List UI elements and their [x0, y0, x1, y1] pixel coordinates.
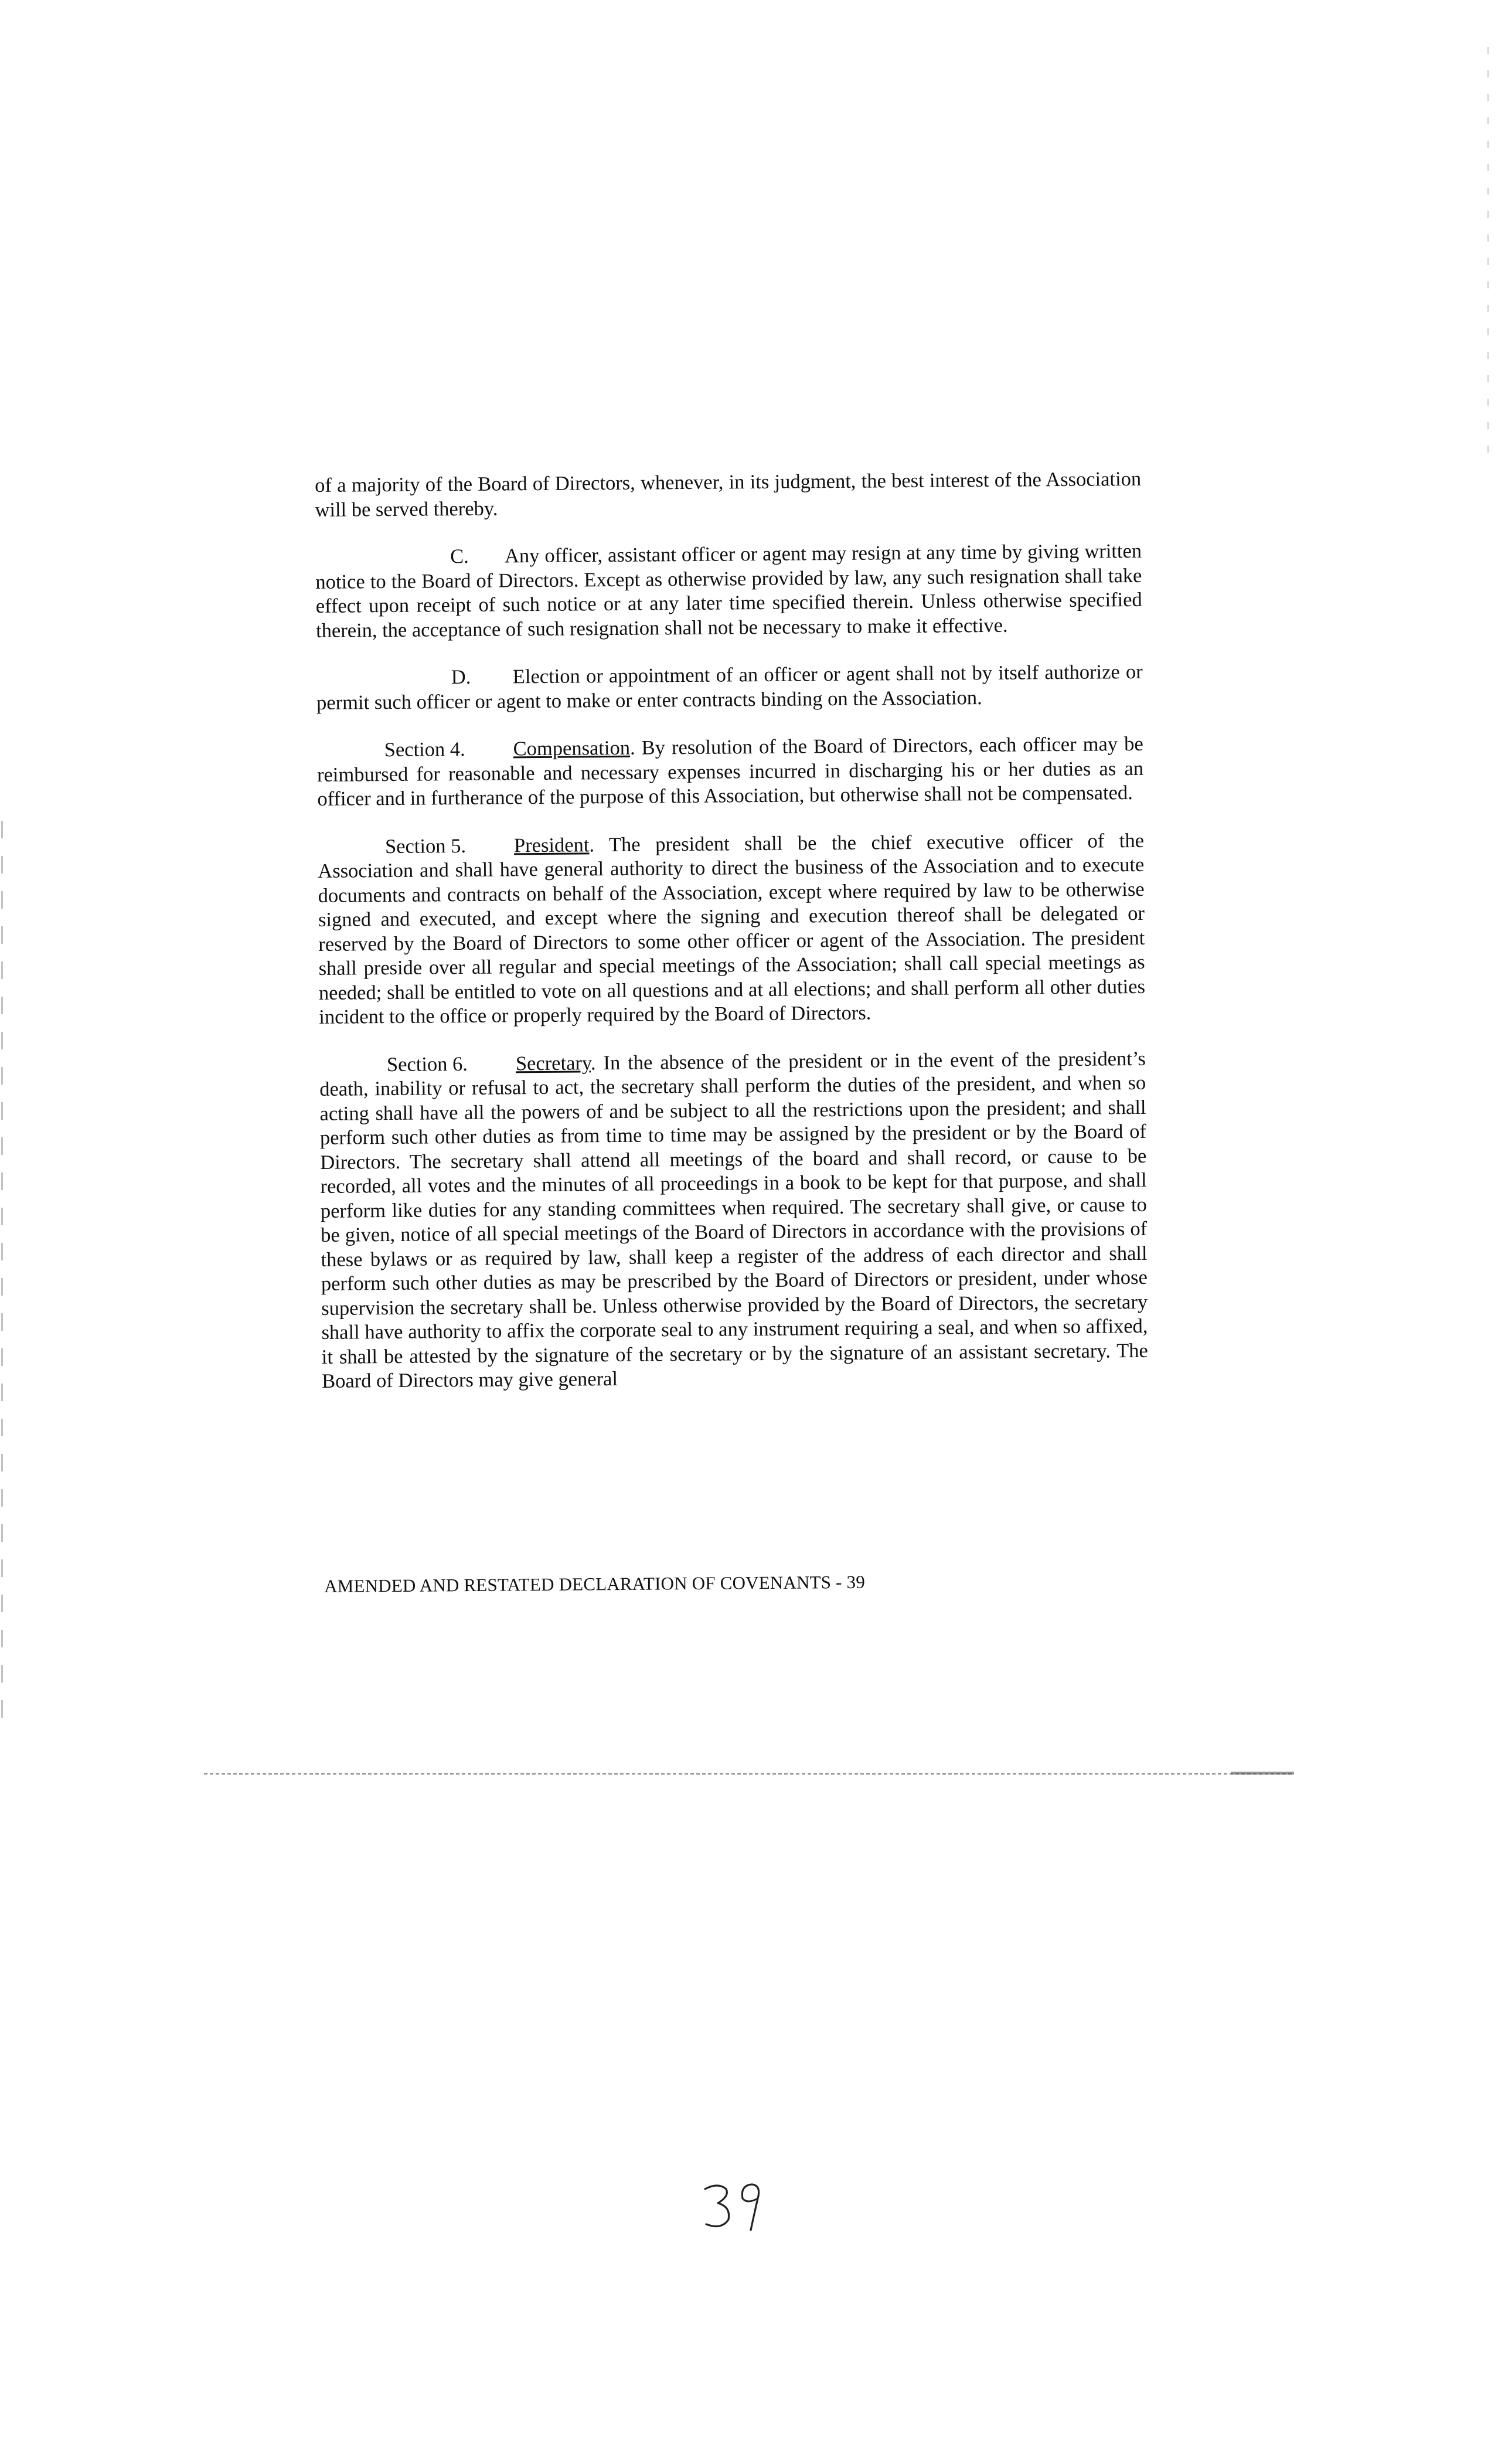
section-6-title: Secretary: [515, 1051, 591, 1075]
scan-edge-artifact-left: [1, 821, 3, 1729]
item-d-label: D.: [451, 665, 471, 689]
item-c-text: Any officer, assistant officer or agent may resign at any time by giving written notice to the Board of Directors. Except as otherwise provided by law, any such resignation shall take effect upon receipt of such notice or at any later time specified therein. Unless otherwise specified therein, the acceptance of such resignation shall not be necessary to make it effective.: [315, 539, 1142, 642]
scan-edge-artifact-right: [1487, 47, 1489, 457]
continuation-paragraph: [315, 467, 1142, 522]
item-d-text: Election or appointment of an officer or agent shall not by itself authorize or permit such officer or agent to make or enter contracts binding on the Association.: [316, 660, 1143, 714]
section-6-text: In the absence of the president or in the event of the president’s death, inability or refusal to act, the secretary shall perform the duties of the president, and when so acting shall have all the powers of and be subject to all the restrictions upon the president; and shall perform such other duties as from time to time may be assigned by the president or by the Board of Directors. The secretary shall attend all meetings of the board and shall record, or cause to be recorded, all votes and the minutes of all proceedings in a book to be kept for that purpose, and shall perform like duties for any standing committees when required. The secretary shall give, or cause to be given, notice of all special meetings of the Board of Directors in accordance with the provisions of these bylaws or as required by law, shall keep a register of the address of each director and shall perform such other duties as may be prescribed by the Board of Directors or president, under whose supervision the secretary shall be. Unless otherwise provided by the Board of Directors, the secretary shall have authority to affix the corporate seal to any instrument requiring a seal, and when so affixed, it shall be attested by the signature of the secretary or by the signature of an assistant secretary. The Board of Directors may give general: [319, 1047, 1148, 1392]
section-4-text: By resolution of the Board of Directors, each officer may be reimbursed for reasonable and necessary expenses incurred in discharging his or her duties as an officer and in furtherance of the purpose of this Association, but otherwise shall not be compensated.: [316, 732, 1144, 810]
item-c-label: C.: [450, 545, 469, 568]
section-4-title: Compensation: [513, 736, 631, 760]
handwritten-page-number: [700, 2181, 765, 2234]
page-footer: AMENDED AND RESTATED DECLARATION OF COVENANTS - 39: [324, 1571, 866, 1596]
scan-line-artifact-dark: [1231, 1772, 1294, 1775]
section-6-number: Section 6.: [386, 1052, 468, 1076]
section-5-title: President: [513, 833, 590, 857]
item-c-paragraph: [315, 539, 1142, 643]
section-5-text: The president shall be the chief executive officer of the Association and shall have general authority to direct the business of the Association and to execute documents and contracts on behalf of the Association, except where required by law to be otherwise signed and executed, and except where the signing and execution thereof shall be delegated or reserved by the Board of Directors to some other officer or agent of the Association. The president shall preside over all regular and special meetings of the Association; shall call special meetings as needed; shall be entitled to vote on all questions and at all elections; and shall perform all other duties incident to the office or properly required by the Board of Directors.: [318, 829, 1146, 1028]
continuation-text: of a majority of the Board of Directors, whenever, in its judgment, the best interest of the Association will be served thereby.: [315, 467, 1142, 521]
document-body: [315, 467, 1149, 1418]
section-5-paragraph: Section 5. President. The president shall be the chief executive officer of the Association and shall have general authority to direct the business of the Association and to execute documents and contracts on behalf of the Association, except where required by law to be otherwise signed and executed, and except where the signing and execution thereof shall be delegated or reserved by the Board of Directors to some other officer or agent of the Association. The president shall preside over all regular and special meetings of the Association; shall call special meetings as needed; shall be entitled to vote on all questions and at all elections; and shall perform all other duties incident to the office or properly required by the Board of Directors.: [318, 829, 1146, 1028]
section-4-paragraph: Section 4. Compensation. By resolution of the Board of Directors, each officer may be reimbursed for reasonable and necessary expenses incurred in discharging his or her duties as an officer and in furtherance of the purpose of this Association, but otherwise shall not be compensated.: [316, 732, 1144, 810]
scan-line-artifact: [204, 1773, 1294, 1775]
item-d-paragraph: [316, 660, 1143, 715]
section-5-number: Section 5.: [384, 834, 467, 858]
section-4-number: Section 4.: [384, 737, 465, 762]
section-6-paragraph: Section 6. Secretary. In the absence of the president or in the event of the president’s death, inability or refusal to act, the secretary shall perform the duties of the president, and when so acting shall have all the powers of and be subject to all the restrictions upon the president; and shall perform such other duties as from time to time may be assigned by the president or by the Board of Directors. The secretary shall attend all meetings of the board and shall record, or cause to be recorded, all votes and the minutes of all proceedings in a book to be kept for that purpose, and shall perform like duties for any standing committees when required. The secretary shall give, or cause to be given, notice of all special meetings of the Board of Directors in accordance with the provisions of these bylaws or as required by law, shall keep a register of the address of each director and shall perform such other duties as may be prescribed by the Board of Directors or president, under whose supervision the secretary shall be. Unless otherwise provided by the Board of Directors, the secretary shall have authority to affix the corporate seal to any instrument requiring a seal, and when so affixed, it shall be attested by the signature of the secretary or by the signature of an assistant secretary. The Board of Directors may give general: [319, 1047, 1148, 1392]
